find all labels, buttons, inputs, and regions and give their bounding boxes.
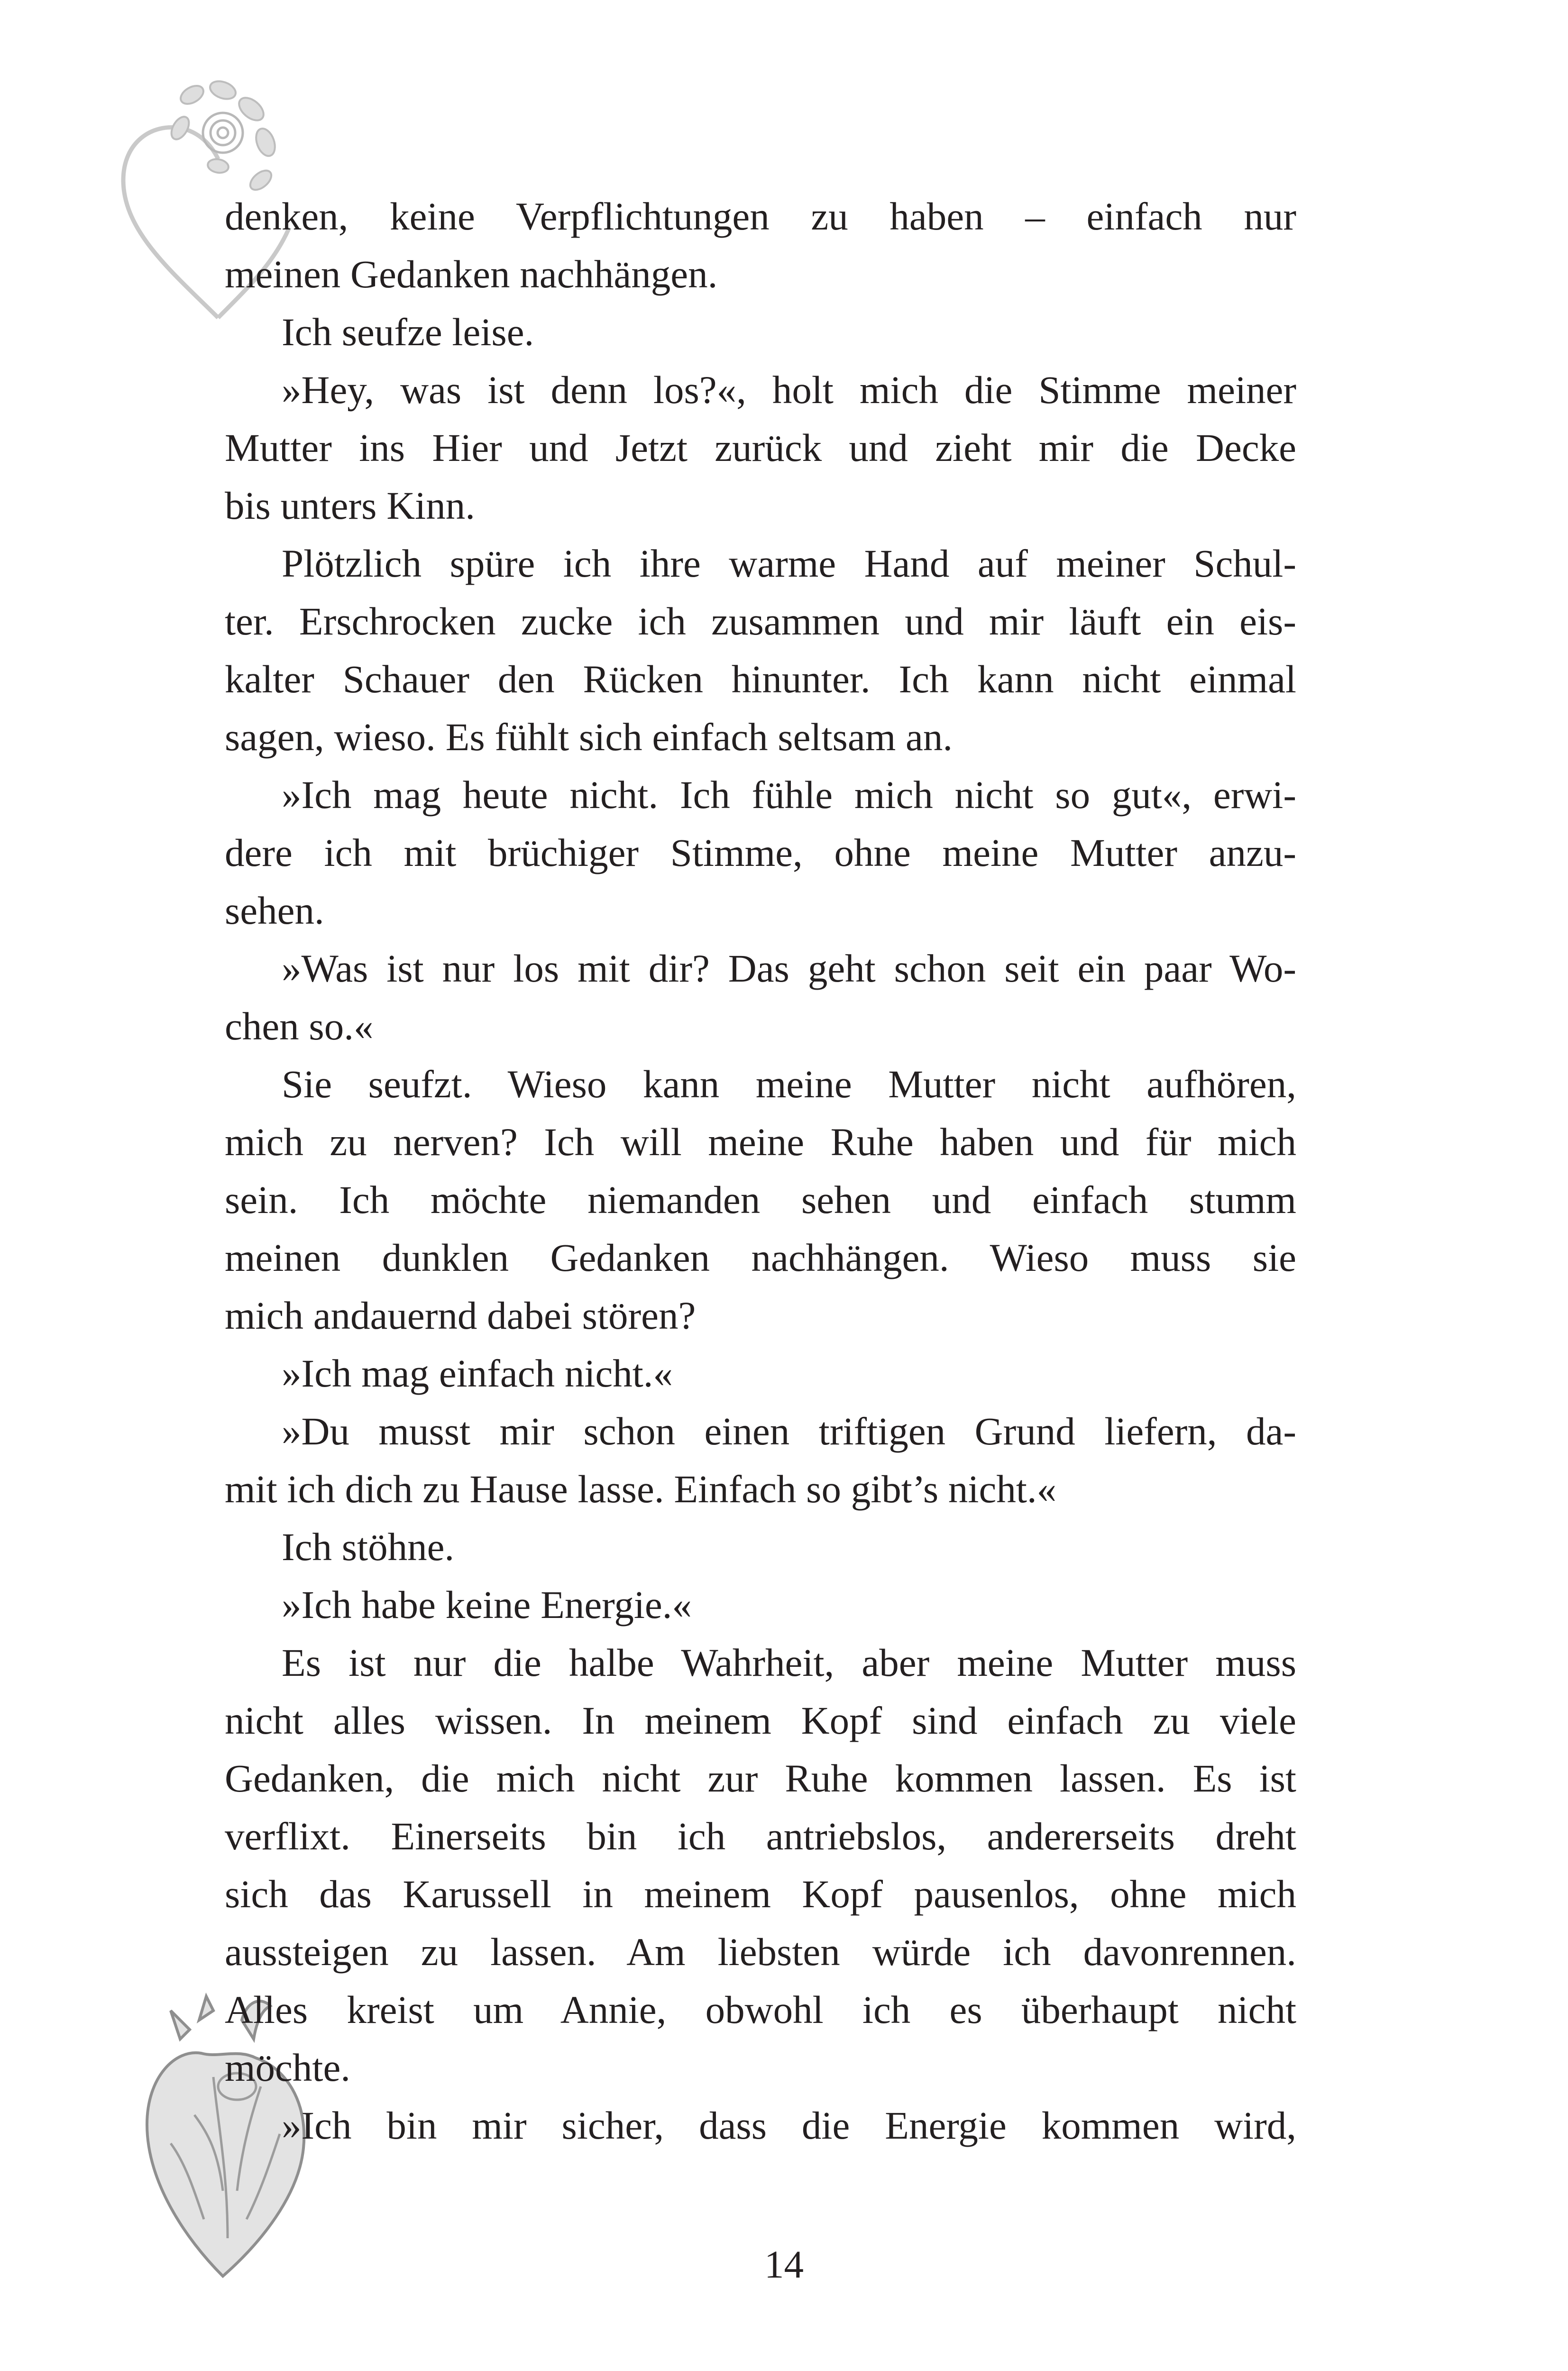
text-line: »Ich bin mir sicher, dass die Energie kommen wird, (282, 2104, 1296, 2147)
text-line: bis unters Kinn. (225, 484, 475, 527)
text-line: Plötzlich spüre ich ihre warme Hand auf meiner Schul- (282, 542, 1296, 585)
text-line: ter. Erschrocken zucke ich zusammen und mir läuft ein eis- (225, 599, 1296, 643)
text-line: möchte. (225, 2046, 351, 2089)
text-line: nicht alles wissen. In meinem Kopf sind einfach zu viele (225, 1699, 1296, 1742)
text-line: »Ich habe keine Energie.« (282, 1583, 692, 1627)
text-line: sein. Ich möchte niemanden sehen und einfach stumm (225, 1178, 1296, 1222)
text-line: Mutter ins Hier und Jetzt zurück und zieht mir die Decke (225, 426, 1296, 469)
text-line: chen so.« (225, 1004, 374, 1048)
text-line: »Ich mag heute nicht. Ich fühle mich nicht so gut«, erwi- (282, 773, 1296, 817)
text-line: »Hey, was ist denn los?«, holt mich die Stimme meiner (282, 368, 1296, 412)
text-line: dere ich mit brüchiger Stimme, ohne meine Mutter anzu- (225, 831, 1296, 874)
text-line: Alles kreist um Annie, obwohl ich es überhaupt nicht (225, 1988, 1296, 2031)
text-line: sagen, wieso. Es fühlt sich einfach seltsam an. (225, 715, 953, 759)
text-line: Sie seufzt. Wieso kann meine Mutter nicht aufhören, (282, 1062, 1296, 1106)
text-line: »Was ist nur los mit dir? Das geht schon seit ein paar Wo- (282, 947, 1296, 990)
text-line: sehen. (225, 889, 324, 932)
text-line: mich andauernd dabei stören? (225, 1294, 696, 1337)
text-line: verflixt. Einerseits bin ich antriebslos, andererseits dreht (225, 1814, 1296, 1858)
text-line: aussteigen zu lassen. Am liebsten würde ich davonrennen. (225, 1930, 1296, 1974)
text-line: meinen Gedanken nachhängen. (225, 252, 718, 296)
text-line: »Ich mag einfach nicht.« (282, 1351, 673, 1395)
text-line: denken, keine Verpflichtungen zu haben – einfach nur (225, 194, 1296, 238)
text-line: mit ich dich zu Hause lasse. Einfach so gibt’s nicht.« (225, 1467, 1057, 1511)
text-line: Gedanken, die mich nicht zur Ruhe kommen lassen. Es ist (225, 1756, 1296, 1800)
text-line: meinen dunklen Gedanken nachhängen. Wieso muss sie (225, 1236, 1296, 1279)
page-number: 14 (764, 2242, 804, 2286)
text-line: mich zu nerven? Ich will meine Ruhe haben und für mich (225, 1120, 1296, 1164)
text-line: »Du musst mir schon einen triftigen Grund liefern, da- (282, 1409, 1296, 1453)
body-text (225, 187, 1296, 2154)
text-line: Ich stöhne. (282, 1525, 455, 1569)
text-line: Es ist nur die halbe Wahrheit, aber meine Mutter muss (282, 1641, 1296, 1684)
text-line: sich das Karussell in meinem Kopf pausenlos, ohne mich (225, 1872, 1296, 1916)
text-line: Ich seufze leise. (282, 310, 534, 354)
text-line: kalter Schauer den Rücken hinunter. Ich kann nicht einmal (225, 657, 1296, 701)
